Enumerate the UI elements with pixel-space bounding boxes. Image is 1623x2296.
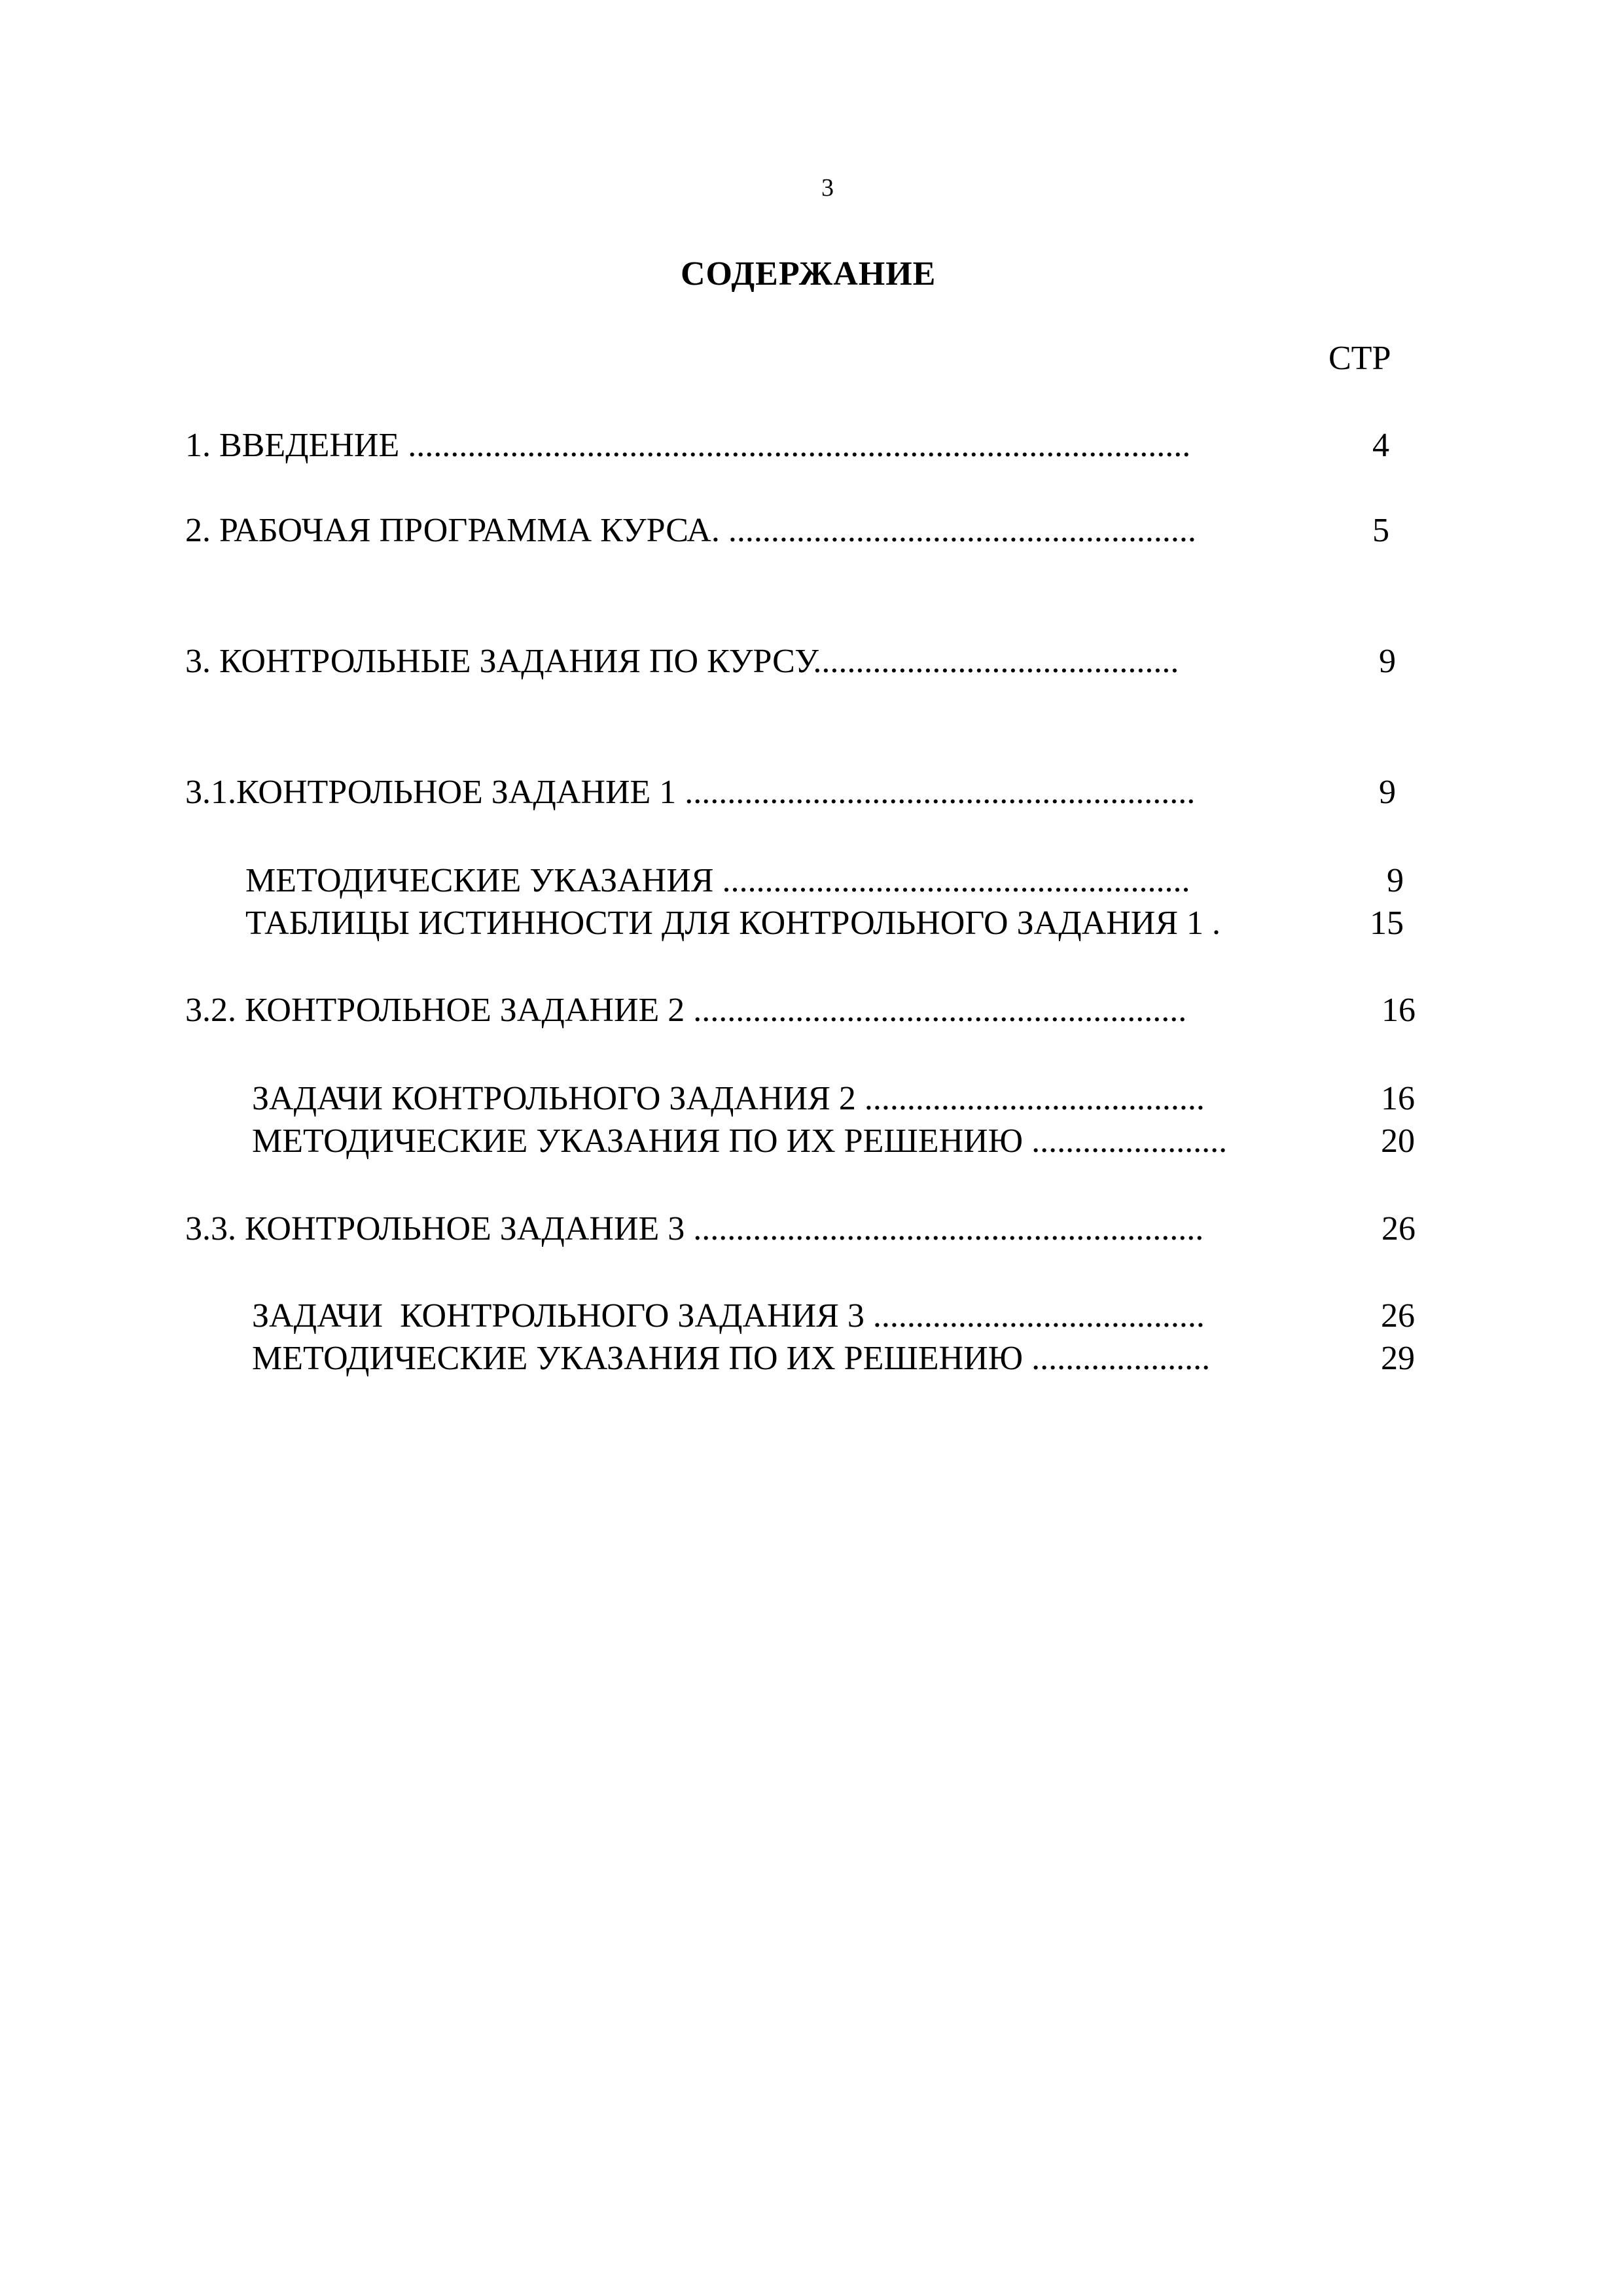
toc-entry-page: 16 [1381,1080,1415,1117]
toc-entry [185,992,1416,1033]
toc-entry-text: ЗАДАЧИ КОНТРОЛЬНОГО ЗАДАНИЯ 2 ........................................ [252,1080,1205,1117]
toc-entry-page: 4 [1372,427,1389,464]
toc-entry-text: 1. ВВЕДЕНИЕ ............................................................................................ [185,427,1191,464]
toc-entry [252,1122,1415,1164]
toc-entry-text: 3.3. КОНТРОЛЬНОЕ ЗАДАНИЕ 3 ............................................................ [185,1210,1204,1247]
page-title: СОДЕРЖАНИЕ [681,255,936,293]
toc-entry-text: 2. РАБОЧАЯ ПРОГРАММА КУРСА. ....................................................... [185,512,1196,549]
toc-entry-text: МЕТОДИЧЕСКИЕ УКАЗАНИЯ ....................................................... [245,862,1190,899]
toc-entry-page: 5 [1372,512,1389,549]
page-number: 3 [821,174,834,202]
toc-entry-text: МЕТОДИЧЕСКИЕ УКАЗАНИЯ ПО ИХ РЕШЕНИЮ ....................... [252,1122,1228,1160]
toc-entry-text: 3. КОНТРОЛЬНЫЕ ЗАДАНИЯ ПО КУРСУ........................................... [185,643,1179,680]
toc-entry-page: 20 [1381,1122,1415,1160]
toc-entry-text: ТАБЛИЦЫ ИСТИННОСТИ ДЛЯ КОНТРОЛЬНОГО ЗАДАНИЯ 1 . [245,905,1221,942]
toc-entry [185,429,1409,468]
toc-entry-page: 29 [1381,1340,1415,1377]
toc-entry [185,645,1409,684]
toc-entry-page: 9 [1379,643,1396,680]
toc-entry-text: 3.2. КОНТРОЛЬНОЕ ЗАДАНИЕ 2 .......................................................... [185,992,1187,1029]
toc-entry-text: МЕТОДИЧЕСКИЕ УКАЗАНИЯ ПО ИХ РЕШЕНИЮ ..................... [252,1340,1211,1377]
toc-entry [245,864,1410,903]
toc-entry [252,1340,1415,1381]
toc-entry [185,776,1409,815]
toc-entry [252,1297,1415,1338]
toc-entry-page: 26 [1381,1297,1415,1335]
page-column-header: СТР [1329,340,1391,377]
toc-entry [185,1210,1416,1251]
toc-entry-page: 9 [1379,774,1396,811]
toc-entry [252,1080,1415,1121]
toc-entry-page: 15 [1370,905,1404,942]
toc-entry [245,906,1410,946]
toc-entry-text: ЗАДАЧИ КОНТРОЛЬНОГО ЗАДАНИЯ 3 ....................................... [252,1297,1205,1335]
toc-entry-text: 3.1.КОНТРОЛЬНОЕ ЗАДАНИЕ 1 ............................................................ [185,774,1196,811]
toc-entry-page: 16 [1382,992,1416,1029]
toc-entry-page: 26 [1382,1210,1416,1247]
toc-entry-page: 9 [1387,862,1404,899]
toc-entry [185,514,1409,553]
